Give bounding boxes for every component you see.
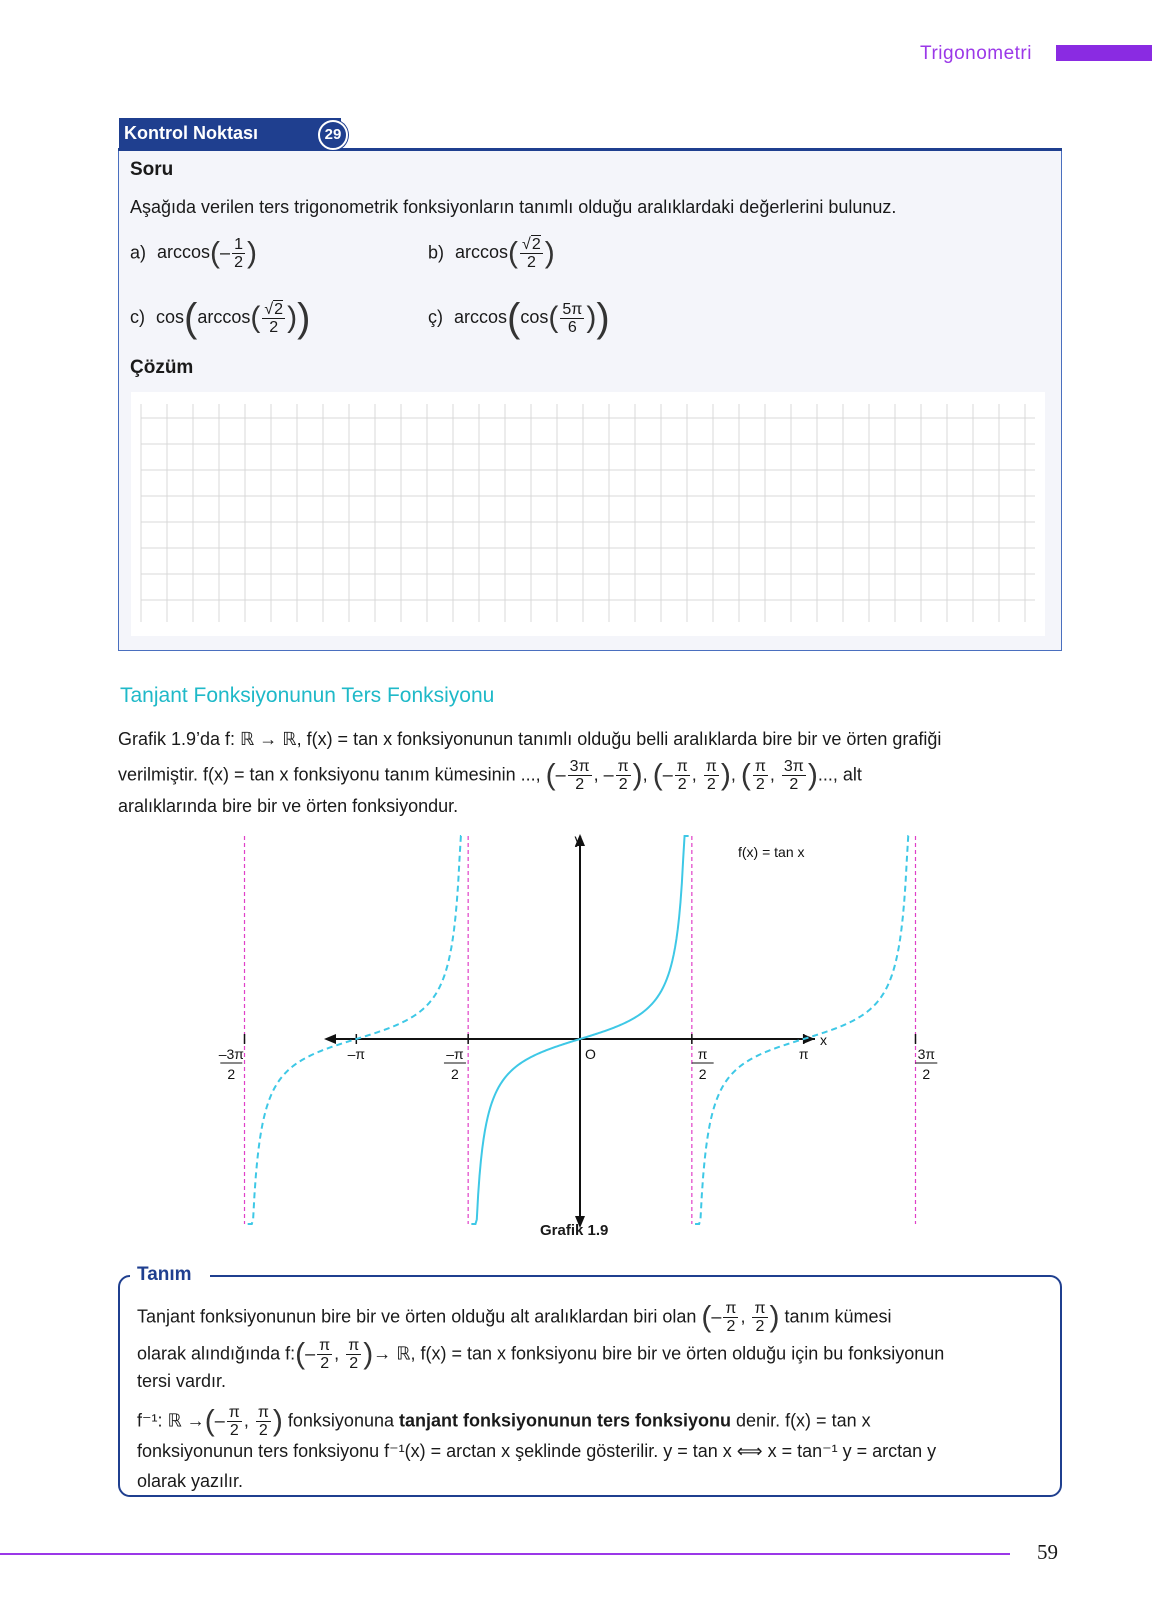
paragraph-line-2: verilmiştir. f(x) = tan x fonksiyonu tanım kümesinin ..., (– $\frac{3\pi}{2}$ , – $\frac{\pi}{2}$ ), (– $\frac{\pi}{2}$ , $\frac{\pi}{2}$ ), ( $\frac{\pi}{2}$ , $\frac{3\pi}{2}$ )..., alt [118,758,862,793]
question-c-fn2: arccos [197,306,251,327]
cozum-label: Çözüm [130,357,194,378]
x-tick-num-5: 3π [917,1046,936,1062]
question-b: b) arccos( $\frac{√2}{2}$ ) [428,236,555,271]
tanim-label: Tanım [137,1264,192,1285]
tan-branch-0 [248,836,465,1224]
tanim-line-1-text: Tanjant fonksiyonunun bire bir ve örten olduğu alt aralıklardan biri olan [137,1306,697,1327]
question-d-label: ç) [428,306,443,327]
x-tick-num-0: –3π [218,1046,244,1062]
footer-line [0,1553,1010,1555]
kontrol-number-badge: 29 [318,120,348,150]
origin-label: O [585,1046,596,1062]
tanim-line-3: tersi vardır. [137,1371,227,1391]
soru-text: Aşağıda verilen ters trigonometrik fonksiyonların tanımlı olduğu aralıklardaki değerlerini bulunuz. [130,197,897,217]
running-title: Trigonometri [920,43,1032,64]
paragraph-line-1: Grafik 1.9’da f: ℝ → ℝ, f(x) = tan x fonksiyonunun tanımlı olduğu belli aralıklarda bire bir ve örten grafiği [118,729,942,749]
section-title: Tanjant Fonksiyonunun Ters Fonksiyonu [120,684,495,707]
x-tick-label-1: –π [347,1046,366,1062]
paragraph-line-3: aralıklarında bire bir ve örten fonksiyondur. [118,796,459,816]
paragraph-line-2-text: verilmiştir. f(x) = tan x fonksiyonu tanım kümesinin ..., [118,764,541,785]
question-a-fn: arccos [157,242,211,263]
chart-caption: Grafik 1.9 [540,1222,609,1239]
question-a: a) arccos(– $\frac{1}{2}$ ) [130,236,257,271]
x-tick-num-3: π [697,1046,708,1062]
question-a-frac: $\frac{1}{2}$ [234,236,243,271]
page-number: 59 [1037,1540,1058,1564]
tanim-line-2: olarak alındığında f:(– $\frac{\pi}{2}$ , $\frac{\pi}{2}$ )→ ℝ, f(x) = tan x fonksiyonu bire bir ve örten olduğu için bu fonksiyonun [137,1337,945,1372]
tanim-line-6: olarak yazılır. [137,1471,244,1491]
question-a-label: a) [130,242,147,263]
x-axis-label: x [820,1032,827,1048]
tanim-line-2-text: olarak alındığında f: [137,1343,296,1364]
question-b-frac: $\frac{√2}{2}$ [522,236,541,271]
tanim-line-2-tail: → ℝ, f(x) = tan x fonksiyonu bire bir ve örten olduğu için bu fonksiyonun [373,1343,945,1364]
question-c-label: c) [130,306,145,327]
tanim-line-5: fonksiyonunun ters fonksiyonu f⁻¹(x) = arctan x şeklinde gösterilir. y = tan x ⟺ x = tan⁻¹ y = arctan y [137,1441,937,1461]
answer-grid[interactable] [131,392,1045,636]
question-d-frac: $\frac{5\pi}{6}$ [562,300,583,336]
tanim-line-1: Tanjant fonksiyonunun bire bir ve örten olduğu alt aralıklardan biri olan (– $\frac{\pi}{2}$ , $\frac{\pi}{2}$ ) tanım kümesi [137,1300,892,1335]
tanim-definition-term: tanjant fonksiyonunun ters fonksiyonu [399,1410,732,1431]
question-c: c) cos(arccos( $\frac{√2}{2}$ )) [130,296,311,340]
tan-chart [218,831,936,1232]
tan-branch-2 [695,836,912,1224]
kontrol-tab-label: Kontrol Noktası [124,123,259,143]
y-axis-label: y [574,831,582,847]
tanim-line-4-tail: denir. f(x) = tan x [736,1410,871,1431]
x-tick-den-0: 2 [227,1066,236,1082]
x-axis-arrow-left [324,1034,336,1044]
tanim-line-4-text: f⁻¹: ℝ → [137,1410,205,1431]
question-d-fn1: arccos [454,306,508,327]
x-tick-label-4: π [798,1046,809,1062]
question-c-frac: $\frac{√2}{2}$ [264,300,284,336]
soru-label: Soru [130,159,174,180]
question-b-fn: arccos [455,242,509,263]
question-b-label: b) [428,242,445,263]
question-c-fn1: cos [156,306,185,327]
tanim-line-4: f⁻¹: ℝ →(– $\frac{\pi}{2}$ , $\frac{\pi}{2}$ ) fonksiyonuna tanjant fonksiyonunun ters fonksiyonu denir. f(x) = tan x [137,1404,871,1439]
question-d: ç) arccos(cos( $\frac{5\pi}{6}$ )) [428,296,610,340]
x-tick-den-3: 2 [698,1066,707,1082]
function-label: f(x) = tan x [738,844,805,860]
question-d-fn2: cos [520,306,549,327]
paragraph-line-2-tail: ..., alt [817,764,862,785]
x-tick-num-2: –π [446,1046,464,1062]
x-tick-den-5: 2 [922,1066,931,1082]
x-tick-den-2: 2 [451,1066,459,1082]
header-accent-bar [1056,45,1152,61]
tanim-line-1-tail: tanım kümesi [784,1306,892,1327]
tanim-line-4-mid: fonksiyonuna [287,1410,394,1431]
